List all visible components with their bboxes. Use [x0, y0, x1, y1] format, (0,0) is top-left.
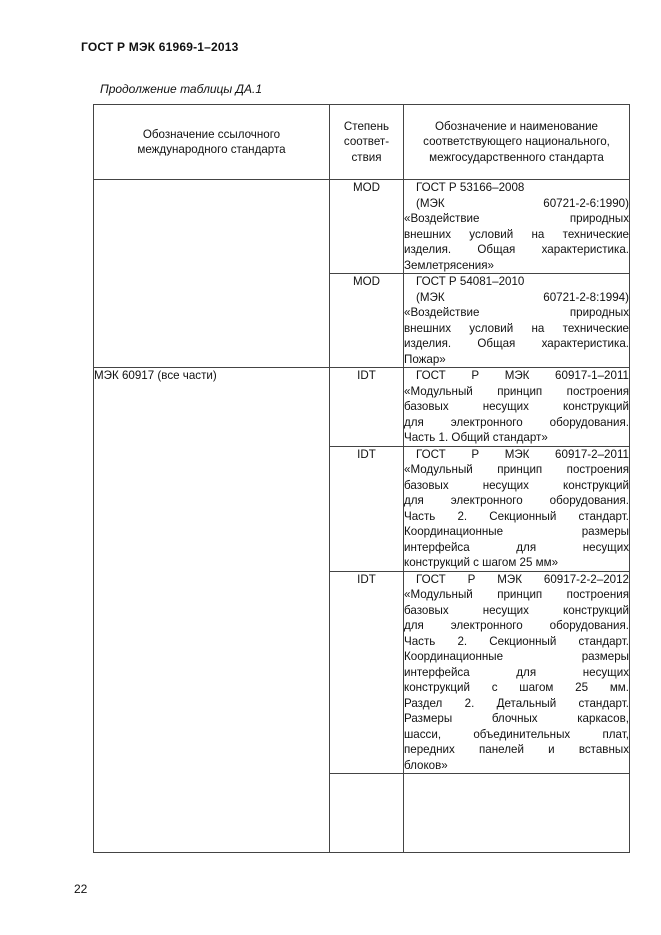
table-caption: Продолжение таблицы ДА.1 — [100, 82, 263, 96]
degree-cell: IDT — [330, 571, 404, 774]
table-row — [94, 180, 630, 274]
national-standard-cell: ГОСТ Р 54081–2010 (МЭК 60721-2-8:1994) «Воздействие природных внешних условий на технические изделия. Общая характеристика. Пожар» — [404, 275, 629, 366]
empty-cell — [330, 774, 404, 853]
national-standard-cell: ГОСТ Р 53166–2008 (МЭК 60721-2-6:1990) «Воздействие природных внешних условий на технические изделия. Общая характеристика. Землетрясения» — [404, 181, 629, 272]
header-reference: Обозначение ссылочного международного стандарта — [94, 105, 330, 180]
reference-cell: МЭК 60917 (все части) — [94, 368, 330, 853]
degree-cell: MOD — [330, 180, 404, 274]
header-degree: Степень соответ-ствия — [330, 105, 404, 180]
page-number: 22 — [74, 882, 88, 896]
degree-cell: MOD — [330, 274, 404, 368]
national-standard-cell: ГОСТ Р МЭК 60917-1–2011 «Модульный принцип построения базовых несущих конструкций для электронного оборудования. Часть 1. Общий стандарт» — [404, 369, 629, 444]
reference-cell — [94, 180, 330, 368]
table-header-row — [94, 105, 630, 180]
degree-cell: IDT — [330, 446, 404, 571]
national-standard-cell: ГОСТ Р МЭК 60917-2–2011 «Модульный принцип построения базовых несущих конструкций для электронного оборудования. Часть 2. Секционный стандарт. Координационные размеры интерфейса для несущих конструкций с шагом 25 мм» — [404, 447, 629, 569]
degree-cell: IDT — [330, 368, 404, 447]
national-standard-cell: ГОСТ Р МЭК 60917-2-2–2012 «Модульный принцип построения базовых несущих конструкций для электронного оборудования. Часть 2. Секционный стандарт. Координационные размеры интерфейса для несущих конструкций с шагом 25 мм. Раздел 2. Детальный стандарт. Размеры блочных каркасов, шасси, объединительных плат, передних панелей и вставных блоков» — [404, 572, 629, 772]
header-national: Обозначение и наименование соответствующего национального, межгосударственного стандарта — [404, 105, 630, 180]
table-row — [94, 368, 630, 447]
standards-table — [93, 104, 630, 853]
document-header: ГОСТ Р МЭК 61969-1–2013 — [81, 40, 239, 54]
empty-cell — [404, 774, 630, 853]
